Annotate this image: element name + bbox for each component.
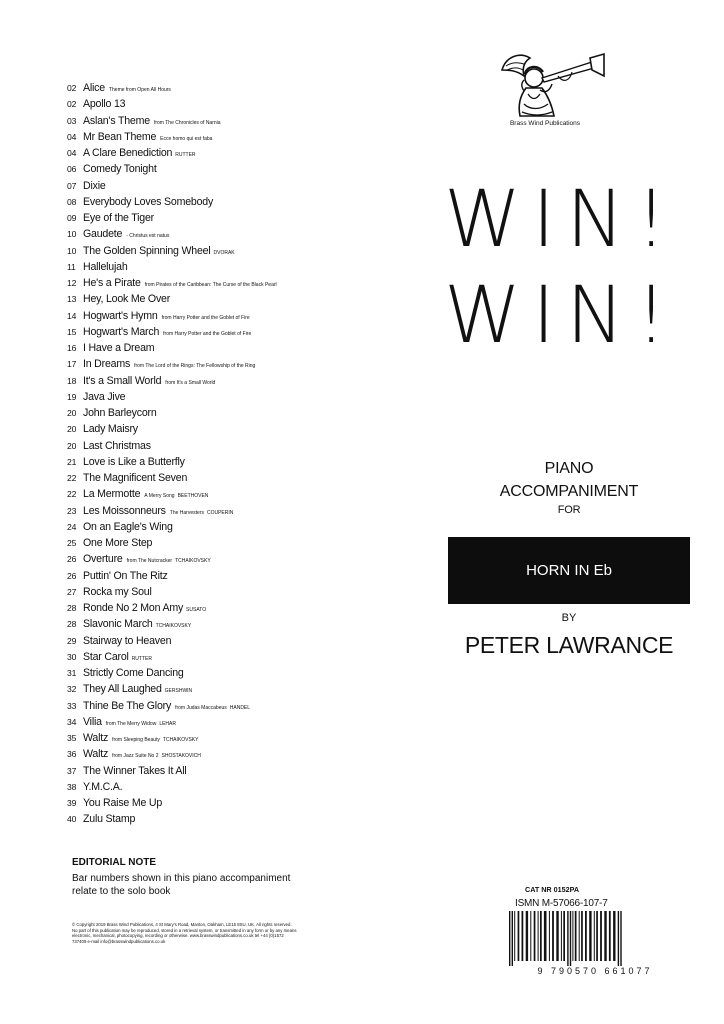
contents-item-composer: TCHAIKOVSKY	[162, 737, 199, 743]
contents-item-title: Aslan's Theme	[83, 114, 150, 127]
contents-item-page: 29	[67, 635, 77, 646]
contents-item-composer: COUPERIN	[206, 509, 234, 516]
contents-item-source: from The Chronicles of Narnia	[153, 119, 221, 126]
contents-item-page: 28	[67, 619, 77, 630]
contents-item-title: Hallelujah	[83, 260, 128, 273]
contents-item-title: Strictly Come Dancing	[83, 667, 184, 679]
contents-item-title: Mr Bean Theme	[83, 130, 157, 143]
contents-item-title: Les Moissonneurs	[83, 504, 166, 517]
contents-item	[67, 616, 377, 632]
contents-item-source: from The Nutcracker	[126, 558, 173, 565]
contents-item-title: Puttin' On The Ritz	[83, 569, 168, 582]
contents-item-title: In Dreams	[83, 358, 131, 371]
contents-item-composer: TCHAIKOVSKY	[175, 558, 211, 565]
contents-item	[67, 600, 377, 616]
contents-item-page: 06	[67, 164, 77, 175]
subtitle	[448, 457, 690, 518]
contents-item-source: from Sleeping Beauty	[112, 737, 160, 743]
contents-item	[67, 129, 377, 145]
contents-item-composer: DVORAK	[213, 249, 235, 256]
contents-item-title: The Winner Takes It All	[83, 764, 187, 777]
contents-item-title: Rocka my Soul	[83, 585, 152, 598]
subtitle-line-1: PIANO	[544, 460, 594, 477]
contents-item-title: Waltz	[83, 748, 109, 761]
contents-item-title: Apollo 13	[83, 98, 126, 111]
contents-item	[67, 210, 377, 226]
contents-item	[67, 811, 377, 827]
contents-list	[67, 80, 377, 828]
contents-item	[67, 730, 377, 746]
contents-item-page: 34	[67, 716, 77, 727]
contents-item-page: 22	[67, 489, 77, 500]
contents-item	[67, 243, 377, 259]
contents-item-title: La Mermotte	[83, 488, 141, 501]
author-name: PETER LAWRANCE	[464, 632, 674, 658]
contents-item-page: 33	[67, 700, 77, 711]
copyright-notice: © Copyright 2019 Brass Wind Publications, 4 St Mary's Road, Manton, Oakham, LE15 8SU, UK. All rights reserved. No part of this publication may be reproduced, stored in a retrieval system, or transmitted in any form or by any means electronic, mechanical, photocopying, recording or otherwise. www.brasswindpublications.co.uk tel +44 (0)1572 737409 e-mail info@brasswindpublications.co.uk	[72, 922, 297, 944]
subtitle-line-2: ACCOMPANIMENT	[499, 483, 639, 500]
contents-item	[67, 714, 377, 730]
contents-item-composer: SHOSTAKOVICH	[161, 753, 201, 760]
contents-item	[67, 421, 377, 437]
contents-item-composer: TCHAIKOVSKY	[155, 623, 192, 630]
contents-item-source: from Harry Potter and the Goblet of Fire	[161, 314, 250, 321]
contents-item-source: - Christus est natus	[126, 233, 170, 240]
contents-item	[67, 373, 377, 389]
contents-item-composer: LEHAR	[159, 720, 176, 727]
contents-item	[67, 438, 377, 454]
contents-item-title: Thine Be The Glory	[83, 699, 172, 712]
contents-item	[67, 194, 377, 210]
contents-item-page: 09	[67, 213, 77, 223]
contents-item	[67, 324, 377, 340]
contents-item-title: On an Eagle's Wing	[83, 520, 173, 533]
contents-item-page: 10	[67, 229, 77, 240]
contents-item	[67, 454, 377, 470]
title-line-1: WIN!	[444, 175, 678, 265]
contents-item	[67, 178, 377, 194]
contents-item-title: Ronde No 2 Mon Amy	[83, 602, 184, 614]
contents-item-page: 02	[67, 83, 77, 93]
contents-item-source: from It's a Small World	[165, 379, 216, 386]
contents-item-page: 28	[67, 603, 77, 613]
contents-item-composer: HANDEL	[229, 704, 251, 711]
contents-item-composer: SUSATO	[186, 607, 207, 613]
contents-item-title: Gaudete	[83, 228, 123, 241]
contents-item-page: 31	[67, 668, 77, 678]
contents-item-page: 03	[67, 115, 77, 126]
contents-item	[67, 308, 377, 324]
contents-item	[67, 405, 377, 421]
by-label: BY	[561, 612, 577, 624]
contents-item-page: 13	[67, 294, 77, 305]
contents-item	[67, 113, 377, 129]
barcode-icon	[505, 911, 685, 966]
contents-item-page: 25	[67, 538, 77, 548]
contents-item-title: Slavonic March	[83, 618, 153, 631]
contents-item-title: Comedy Tonight	[83, 163, 157, 176]
contents-item-page: 40	[67, 814, 77, 825]
contents-item	[67, 535, 377, 551]
contents-item-page: 35	[67, 733, 77, 743]
contents-item	[67, 698, 377, 714]
contents-item	[67, 681, 377, 697]
contents-item-page: 07	[67, 180, 77, 191]
contents-item-source: The Harvesters	[169, 509, 204, 516]
contents-item	[67, 275, 377, 291]
contents-item	[67, 649, 377, 665]
contents-item-source: from Jazz Suite No 2	[112, 753, 159, 760]
contents-item-title: The Golden Spinning Wheel	[83, 244, 211, 257]
contents-item-title: Love is Like a Butterfly	[83, 455, 185, 468]
contents-item	[67, 746, 377, 762]
contents-item-source: from Harry Potter and the Goblet of Fire	[163, 330, 252, 337]
contents-item-title: Hey, Look Me Over	[83, 293, 171, 306]
contents-item-page: 11	[67, 261, 76, 272]
editorial-text: Bar numbers shown in this piano accompaniment relate to the solo book	[72, 873, 291, 897]
contents-item-page: 26	[67, 570, 77, 581]
contents-item	[67, 96, 377, 112]
contents-item-page: 04	[67, 148, 77, 158]
contents-item-page: 38	[67, 781, 77, 792]
contents-item-page: 12	[67, 278, 77, 288]
contents-item-page: 02	[67, 99, 77, 110]
contents-item-title: Everybody Loves Somebody	[83, 195, 214, 208]
contents-item	[67, 665, 377, 681]
contents-item-page: 37	[67, 765, 77, 776]
contents-item-title: John Barleycorn	[83, 407, 157, 419]
contents-item-title: Overture	[83, 553, 123, 566]
ismn-number: ISMN M-57066-107-7	[515, 898, 608, 909]
contents-item-title: Last Christmas	[83, 439, 151, 452]
contents-item	[67, 145, 377, 161]
contents-item-title: Hogwart's March	[83, 325, 160, 338]
contents-item-title: A Clare Benediction	[83, 147, 173, 159]
contents-item-title: Alice	[83, 82, 105, 94]
contents-item-title: Waltz	[83, 732, 109, 744]
contents-item-page: 30	[67, 651, 77, 662]
contents-item-page: 36	[67, 749, 77, 760]
contents-item-title: Eye of the Tiger	[83, 212, 154, 224]
contents-item-title: Dixie	[83, 179, 106, 192]
contents-item-title: Java Jive	[83, 390, 126, 403]
contents-item-page: 15	[67, 326, 77, 337]
publisher-name: Brass Wind Publications	[509, 120, 581, 127]
contents-item	[67, 259, 377, 275]
contents-item	[67, 340, 377, 356]
contents-item	[67, 389, 377, 405]
contents-item-page: 19	[67, 391, 77, 402]
contents-item-source: Theme from Open All Hours	[108, 87, 171, 93]
contents-item-title: Stairway to Heaven	[83, 634, 172, 647]
contents-item	[67, 161, 377, 177]
contents-item-source: Ecce homo qui est faba	[160, 135, 213, 142]
contents-item	[67, 356, 377, 372]
contents-item-title: Lady Maisry	[83, 423, 138, 436]
contents-item	[67, 795, 377, 811]
contents-item-page: 18	[67, 375, 77, 386]
subtitle-line-3: FOR	[557, 504, 581, 516]
contents-item-title: The Magnificent Seven	[83, 472, 188, 484]
instrument-banner: HORN IN Eb	[448, 537, 690, 604]
contents-item	[67, 519, 377, 535]
contents-item-title: One More Step	[83, 537, 153, 549]
book-title	[444, 172, 724, 364]
herald-trumpeter-logo-icon	[480, 50, 610, 120]
contents-item	[67, 226, 377, 242]
contents-item-page: 04	[67, 131, 77, 142]
contents-item-page: 20	[67, 440, 77, 451]
contents-item-page: 17	[67, 359, 77, 370]
title-line-2: WIN!	[444, 271, 678, 361]
contents-item-title: Hogwart's Hymn	[83, 309, 158, 322]
contents-item-page: 22	[67, 473, 77, 483]
contents-item-page: 10	[67, 245, 77, 256]
contents-item-source: from The Lord of the Rings: The Fellowship of the Ring	[134, 363, 256, 370]
contents-item	[67, 584, 377, 600]
catalogue-number: CAT NR 0152PA	[525, 885, 580, 894]
contents-item-page: 20	[67, 424, 77, 435]
contents-item-page: 26	[67, 554, 77, 565]
contents-item-page: 14	[67, 310, 77, 321]
contents-item	[67, 551, 377, 567]
contents-item	[67, 633, 377, 649]
contents-item-title: They All Laughed	[83, 683, 162, 696]
contents-item-title: Vilia	[83, 715, 102, 728]
editorial-heading: EDITORIAL NOTE	[72, 857, 157, 868]
contents-item	[67, 470, 377, 486]
contents-item-page: 23	[67, 505, 77, 516]
contents-item-title: He's a Pirate	[83, 277, 141, 289]
contents-item-composer: BEETHOVEN	[177, 493, 209, 500]
contents-item-title: Zulu Stamp	[83, 813, 136, 826]
contents-item-page: 08	[67, 196, 77, 207]
contents-item-composer: RUTTER	[175, 152, 196, 158]
contents-item	[67, 486, 377, 502]
contents-item-page: 32	[67, 684, 77, 695]
contents-item	[67, 291, 377, 307]
contents-item	[67, 80, 377, 96]
contents-item-source: from Judas Maccabeus	[175, 704, 227, 711]
contents-item-page: 39	[67, 798, 77, 808]
contents-item-page: 27	[67, 586, 77, 597]
contents-item-title: I Have a Dream	[83, 342, 155, 354]
contents-item	[67, 503, 377, 519]
contents-item-source: A Merry Song	[144, 493, 175, 500]
contents-item-composer: RUTTER	[131, 655, 152, 662]
contents-item-title: Star Carol	[83, 650, 129, 663]
contents-item-page: 20	[67, 408, 77, 418]
barcode-number: 9 790570 661077	[537, 966, 653, 976]
contents-item-source: from Pirates of the Caribbean: The Curse of the Black Pearl	[144, 282, 277, 288]
contents-item	[67, 763, 377, 779]
contents-item-page: 24	[67, 521, 77, 532]
contents-item	[67, 779, 377, 795]
contents-item-title: You Raise Me Up	[83, 797, 163, 809]
contents-item-title: Y.M.C.A.	[83, 780, 123, 793]
contents-item-composer: GERSHWIN	[164, 688, 193, 695]
contents-item	[67, 568, 377, 584]
contents-item-page: 21	[67, 456, 77, 467]
contents-item-title: It's a Small World	[83, 374, 162, 387]
contents-item-page: 16	[67, 343, 77, 353]
contents-item-source: from The Merry Widow	[105, 720, 157, 727]
